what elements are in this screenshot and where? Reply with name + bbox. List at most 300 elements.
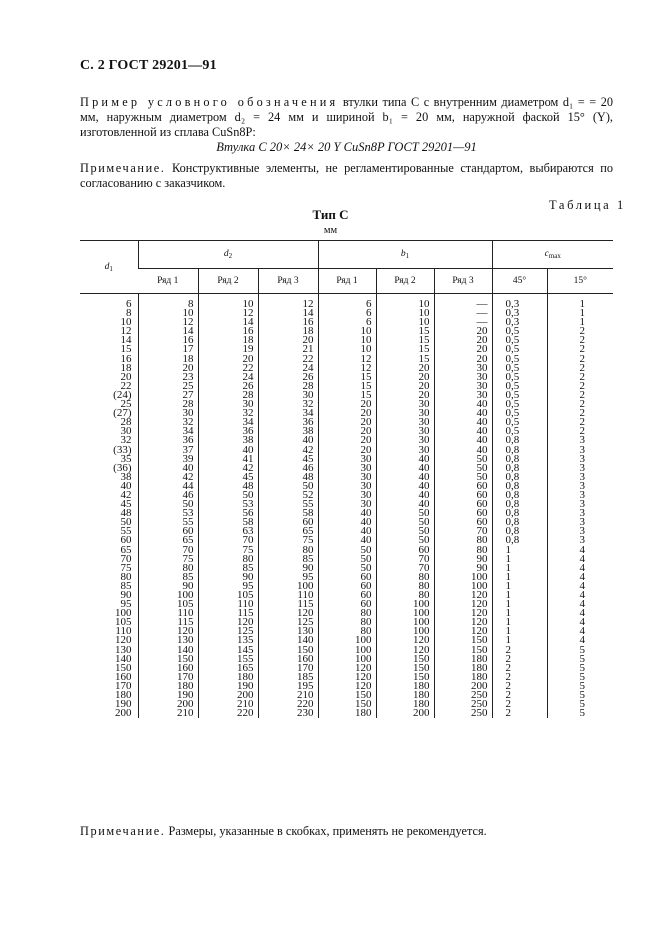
table-cell: 20	[318, 427, 376, 436]
table-cell: 6	[126, 298, 132, 310]
table-cell: 46	[138, 491, 198, 500]
table-cell: 70	[376, 564, 434, 573]
table-cell: 80	[318, 618, 376, 627]
table-cell: 30	[434, 364, 492, 373]
table-cell: 5	[547, 691, 613, 700]
table-cell: 95	[120, 598, 132, 611]
table-body	[80, 294, 613, 719]
table-cell: 42	[120, 488, 132, 501]
table-row	[80, 436, 613, 445]
table-cell: 42	[198, 464, 258, 473]
table-cell: 50	[120, 516, 132, 529]
table-cell: 120	[318, 664, 376, 673]
table-cell: 5	[547, 682, 613, 691]
table-cell: 30	[198, 400, 258, 409]
table-row	[80, 527, 613, 536]
table-cell: 5	[547, 709, 613, 718]
table-cell: 17	[138, 345, 198, 354]
table-cell: 2	[547, 382, 613, 391]
table-cell: 4	[547, 609, 613, 618]
table-cell: 3	[547, 464, 613, 473]
table-unit: мм	[323, 225, 338, 236]
table-cell: 40	[434, 418, 492, 427]
table-cell: 12	[258, 294, 318, 310]
table-cell: 85	[120, 579, 132, 592]
table-cell: 53	[138, 509, 198, 518]
table-cell: 130	[138, 636, 198, 645]
table-cell: 3	[547, 500, 613, 509]
table-cell: 180	[376, 691, 434, 700]
table-cell: 0,8	[492, 536, 547, 545]
table-cell: 50	[198, 491, 258, 500]
table-cell: 6	[318, 309, 376, 318]
table-cell: 42	[138, 473, 198, 482]
table-cell: 40	[434, 436, 492, 445]
table-row	[80, 636, 613, 645]
table-cell: 80	[434, 536, 492, 545]
table-cell: 38	[198, 436, 258, 445]
table-cell: 250	[434, 691, 492, 700]
table-cell: 195	[258, 682, 318, 691]
table-cell: 3	[547, 482, 613, 491]
table-cell: 3	[547, 446, 613, 455]
table-cell: 120	[434, 618, 492, 627]
table-cell: 12	[318, 364, 376, 373]
table-cell: 220	[258, 700, 318, 709]
table-row	[80, 664, 613, 673]
table-cell: 28	[198, 391, 258, 400]
table-cell: 1	[492, 618, 547, 627]
table-row	[80, 509, 613, 518]
table-cell: 45	[198, 473, 258, 482]
table-cell: 200	[434, 682, 492, 691]
table-cell: 30	[434, 391, 492, 400]
table-cell: 0,5	[492, 418, 547, 427]
table-row	[80, 400, 613, 409]
table-cell: 70	[434, 527, 492, 536]
header-b1-row3: Ряд 3	[434, 269, 492, 294]
table-cell: 15	[318, 391, 376, 400]
table-cell: 32	[138, 418, 198, 427]
table-cell: 160	[138, 664, 198, 673]
table-cell: 80	[258, 546, 318, 555]
table-cell: 2	[547, 400, 613, 409]
table-cell: 100	[318, 655, 376, 664]
table-cell: 14	[120, 334, 132, 347]
table-cell: 10	[376, 309, 434, 318]
table-cell: 63	[198, 527, 258, 536]
table-row	[80, 691, 613, 700]
table-cell: 16	[258, 318, 318, 327]
table-cell: 40	[376, 455, 434, 464]
table-cell: 40	[318, 509, 376, 518]
table-cell: 1	[547, 318, 613, 327]
table-cell: 30	[376, 400, 434, 409]
table-cell: 30	[376, 427, 434, 436]
table-cell: 180	[376, 700, 434, 709]
table-cell: (24)	[113, 388, 132, 401]
table-row	[80, 682, 613, 691]
table-cell: 50	[376, 536, 434, 545]
table-cell: 250	[434, 700, 492, 709]
table-row	[80, 518, 613, 527]
table-cell: 5	[547, 700, 613, 709]
table-cell: 30	[376, 446, 434, 455]
table-cell: 70	[138, 546, 198, 555]
table-row	[80, 491, 613, 500]
table-cell: 32	[258, 400, 318, 409]
table-cell: 120	[376, 636, 434, 645]
table-cell: 15	[318, 382, 376, 391]
table-cell: 190	[115, 698, 132, 711]
table-cell: 18	[138, 355, 198, 364]
table-row	[80, 464, 613, 473]
table-cell: 80	[376, 582, 434, 591]
header-d2-row1: Ряд 1	[138, 269, 198, 294]
table-cell: 53	[198, 500, 258, 509]
table-cell: 2	[492, 682, 547, 691]
table-cell: 85	[138, 573, 198, 582]
table-row	[80, 655, 613, 664]
table-cell: 100	[376, 600, 434, 609]
table-cell: 65	[258, 527, 318, 536]
table-cell: 125	[258, 618, 318, 627]
table-cell: 4	[547, 618, 613, 627]
table-cell: 12	[318, 355, 376, 364]
table-cell: 90	[434, 564, 492, 573]
table-cell: 120	[434, 600, 492, 609]
table-cell: 150	[376, 664, 434, 673]
table-cell: 190	[198, 682, 258, 691]
table-cell: 110	[258, 591, 318, 600]
table-cell: 30	[318, 491, 376, 500]
table-cell: 80	[138, 564, 198, 573]
table-cell: 180	[434, 664, 492, 673]
table-cell: 30	[258, 391, 318, 400]
table-row	[80, 627, 613, 636]
table-cell: 130	[258, 627, 318, 636]
bottom-note	[80, 824, 487, 839]
table-cell: 0,5	[492, 336, 547, 345]
table-cell: 40	[258, 436, 318, 445]
table-row	[80, 646, 613, 655]
table-cell: 80	[120, 570, 132, 583]
table-cell: 80	[376, 591, 434, 600]
table-cell: 55	[258, 500, 318, 509]
table-cell: 40	[434, 409, 492, 418]
table-cell: 180	[434, 673, 492, 682]
table-row	[80, 427, 613, 436]
table-cell: 2	[492, 664, 547, 673]
table-row	[80, 673, 613, 682]
table-cell: 60	[434, 518, 492, 527]
table-cell: 0,8	[492, 455, 547, 464]
header-d2-row3: Ряд 3	[258, 269, 318, 294]
table-cell: 220	[198, 709, 258, 718]
table-cell: 40	[120, 479, 132, 492]
table-cell: 0,5	[492, 400, 547, 409]
table-cell: 12	[138, 318, 198, 327]
page-header: С. 2 ГОСТ 29201—91	[80, 58, 217, 73]
table-cell: 40	[434, 446, 492, 455]
table-cell: 60	[318, 582, 376, 591]
table-cell: 80	[318, 627, 376, 636]
table-cell: 60	[318, 591, 376, 600]
table-cell: 2	[547, 373, 613, 382]
table-row	[80, 294, 613, 310]
table-cell: 230	[258, 709, 318, 718]
table-cell: 22	[258, 355, 318, 364]
table-cell: 20	[318, 436, 376, 445]
table-cell: 4	[547, 600, 613, 609]
table-cell: 40	[434, 427, 492, 436]
table-cell: 150	[376, 673, 434, 682]
table-cell: 12	[120, 325, 132, 338]
table-row	[80, 582, 613, 591]
table-cell: 30	[434, 382, 492, 391]
table-cell: 4	[547, 555, 613, 564]
table-cell: 40	[198, 446, 258, 455]
table-cell: 95	[198, 582, 258, 591]
table-cell: 1	[492, 609, 547, 618]
table-cell: 80	[434, 546, 492, 555]
table-cell: 60	[434, 500, 492, 509]
table-cell: 56	[198, 509, 258, 518]
header-d1: $d_1$	[80, 241, 138, 294]
header-b1-row2: Ряд 2	[376, 269, 434, 294]
table-cell: 6	[318, 294, 376, 310]
table-cell: (36)	[113, 461, 132, 474]
table-cell: 80	[198, 555, 258, 564]
table-cell: 50	[434, 455, 492, 464]
table-cell: 2	[492, 655, 547, 664]
table-cell: 4	[547, 546, 613, 555]
table-cell: 2	[547, 409, 613, 418]
table-cell: 60	[120, 534, 132, 547]
table-cell: 1	[492, 591, 547, 600]
table-cell: 16	[198, 327, 258, 336]
table-cell: 120	[115, 634, 132, 647]
table-cell: 2	[492, 646, 547, 655]
table-cell: 1	[492, 627, 547, 636]
table-cell: 1	[492, 573, 547, 582]
table-row	[80, 546, 613, 555]
table-cell: 2	[547, 427, 613, 436]
table-cell: 14	[138, 327, 198, 336]
table-cell: 40	[376, 482, 434, 491]
table-cell: 50	[376, 518, 434, 527]
table-cell: 110	[115, 625, 132, 638]
table-cell: 5	[547, 646, 613, 655]
table-cell: 5	[547, 664, 613, 673]
table-cell: 2	[492, 709, 547, 718]
table-cell: 0,8	[492, 491, 547, 500]
table-cell: 15	[376, 336, 434, 345]
header-c-45: 45°	[492, 269, 547, 294]
table-cell: 85	[198, 564, 258, 573]
table-row	[80, 418, 613, 427]
table-cell: 110	[198, 600, 258, 609]
table-cell: 18	[198, 336, 258, 345]
table-row	[80, 318, 613, 327]
table-cell: 20	[258, 336, 318, 345]
table-cell: 70	[198, 536, 258, 545]
table-cell: 20	[318, 418, 376, 427]
table-cell: 20	[318, 409, 376, 418]
table-row	[80, 446, 613, 455]
table-cell: 105	[198, 591, 258, 600]
table-cell: 50	[138, 500, 198, 509]
table-cell: 50	[434, 473, 492, 482]
table-cell: 22	[120, 379, 132, 392]
table-cell: 140	[115, 652, 132, 665]
table-cell: 60	[258, 518, 318, 527]
table-cell: 8	[126, 307, 132, 320]
table-cell: 60	[318, 573, 376, 582]
table-cell: 48	[258, 473, 318, 482]
table-row	[80, 382, 613, 391]
table-cell: 185	[258, 673, 318, 682]
table-cell: 80	[376, 573, 434, 582]
table-cell: 6	[318, 318, 376, 327]
table-cell: 44	[138, 482, 198, 491]
table-cell: 20	[376, 373, 434, 382]
table-row	[80, 700, 613, 709]
table-cell: 15	[318, 373, 376, 382]
table-cell: 100	[138, 591, 198, 600]
table-cell: 30	[138, 409, 198, 418]
table-cell: 1	[492, 636, 547, 645]
table-cell: 3	[547, 509, 613, 518]
table-cell: 14	[198, 318, 258, 327]
table-cell: 20	[434, 327, 492, 336]
table-cell: 3	[547, 518, 613, 527]
header-d2-row2: Ряд 2	[198, 269, 258, 294]
table-title: Тип С	[312, 207, 349, 222]
table-cell: 150	[318, 691, 376, 700]
table-cell: 34	[138, 427, 198, 436]
table-cell: 50	[434, 464, 492, 473]
table-cell: 100	[434, 573, 492, 582]
table-cell: —	[434, 318, 492, 327]
table-cell: 14	[258, 309, 318, 318]
table-cell: 155	[198, 655, 258, 664]
table-cell: 3	[547, 527, 613, 536]
table-cell: 3	[547, 455, 613, 464]
table-cell: 35	[120, 452, 132, 465]
table-cell: 170	[138, 673, 198, 682]
table-cell: 25	[120, 398, 132, 411]
table-cell: 1	[492, 600, 547, 609]
table-cell: 150	[376, 655, 434, 664]
table-cell: 3	[547, 473, 613, 482]
table-cell: 48	[120, 507, 132, 520]
table-cell: 55	[138, 518, 198, 527]
table-cell: 30	[434, 373, 492, 382]
example-lead: Пример условного обозначения	[80, 95, 339, 109]
table-cell: 4	[547, 591, 613, 600]
table-cell: 105	[115, 616, 132, 629]
table-cell: 125	[198, 627, 258, 636]
table-cell: 100	[115, 607, 132, 620]
table-cell: 4	[547, 636, 613, 645]
table-cell: 3	[547, 491, 613, 500]
table-cell: 0,8	[492, 509, 547, 518]
table-cell: 0,8	[492, 527, 547, 536]
table-cell: 120	[318, 673, 376, 682]
table-cell: 15	[376, 355, 434, 364]
table-cell: 0,5	[492, 409, 547, 418]
table-cell: 50	[318, 546, 376, 555]
table-row	[80, 455, 613, 464]
table-cell: 210	[138, 709, 198, 718]
table-row	[80, 391, 613, 400]
table-cell: 36	[258, 418, 318, 427]
table-cell: 180	[138, 682, 198, 691]
table-cell: 28	[138, 400, 198, 409]
table-cell: 0,3	[492, 318, 547, 327]
table-cell: 145	[198, 646, 258, 655]
table-cell: 130	[115, 643, 132, 656]
table-cell: 30	[318, 500, 376, 509]
table-cell: 170	[115, 679, 132, 692]
table-cell: 10	[376, 294, 434, 310]
table-cell: 120	[376, 646, 434, 655]
table-cell: 2	[547, 364, 613, 373]
table-cell: 40	[376, 464, 434, 473]
table-cell: 30	[376, 436, 434, 445]
table-cell: 70	[376, 555, 434, 564]
table-cell: 210	[258, 691, 318, 700]
table-cell: 36	[138, 436, 198, 445]
table-cell: 10	[120, 316, 132, 329]
table-cell: 55	[120, 525, 132, 538]
table-cell: 28	[258, 382, 318, 391]
table-cell: 180	[198, 673, 258, 682]
example-paragraph	[80, 95, 613, 140]
table-cell: 100	[318, 646, 376, 655]
table-cell: 30	[120, 425, 132, 438]
table-cell: 34	[258, 409, 318, 418]
table-cell: 25	[138, 382, 198, 391]
table-cell: 0,8	[492, 518, 547, 527]
table-cell: 100	[376, 627, 434, 636]
table-cell: 60	[434, 491, 492, 500]
dimensions-table	[80, 240, 613, 718]
table-cell: 150	[115, 661, 132, 674]
table-row	[80, 555, 613, 564]
table-row	[80, 482, 613, 491]
table-cell: 16	[120, 352, 132, 365]
table-row	[80, 309, 613, 318]
bottom-note-text: Размеры, указанные в скобках, применять не рекомендуется.	[165, 824, 487, 838]
table-cell: 50	[318, 564, 376, 573]
table-cell: 2	[547, 327, 613, 336]
table-cell: 180	[318, 709, 376, 718]
table-cell: 4	[547, 564, 613, 573]
table-cell: 20	[376, 382, 434, 391]
table-row	[80, 618, 613, 627]
table-row	[80, 709, 613, 718]
table-row	[80, 373, 613, 382]
table-cell: 30	[318, 482, 376, 491]
table-cell: 180	[376, 682, 434, 691]
table-cell: 38	[258, 427, 318, 436]
table-cell: 21	[258, 345, 318, 354]
table-cell: 10	[198, 294, 258, 310]
table-cell: 30	[376, 418, 434, 427]
table-cell: 2	[547, 336, 613, 345]
